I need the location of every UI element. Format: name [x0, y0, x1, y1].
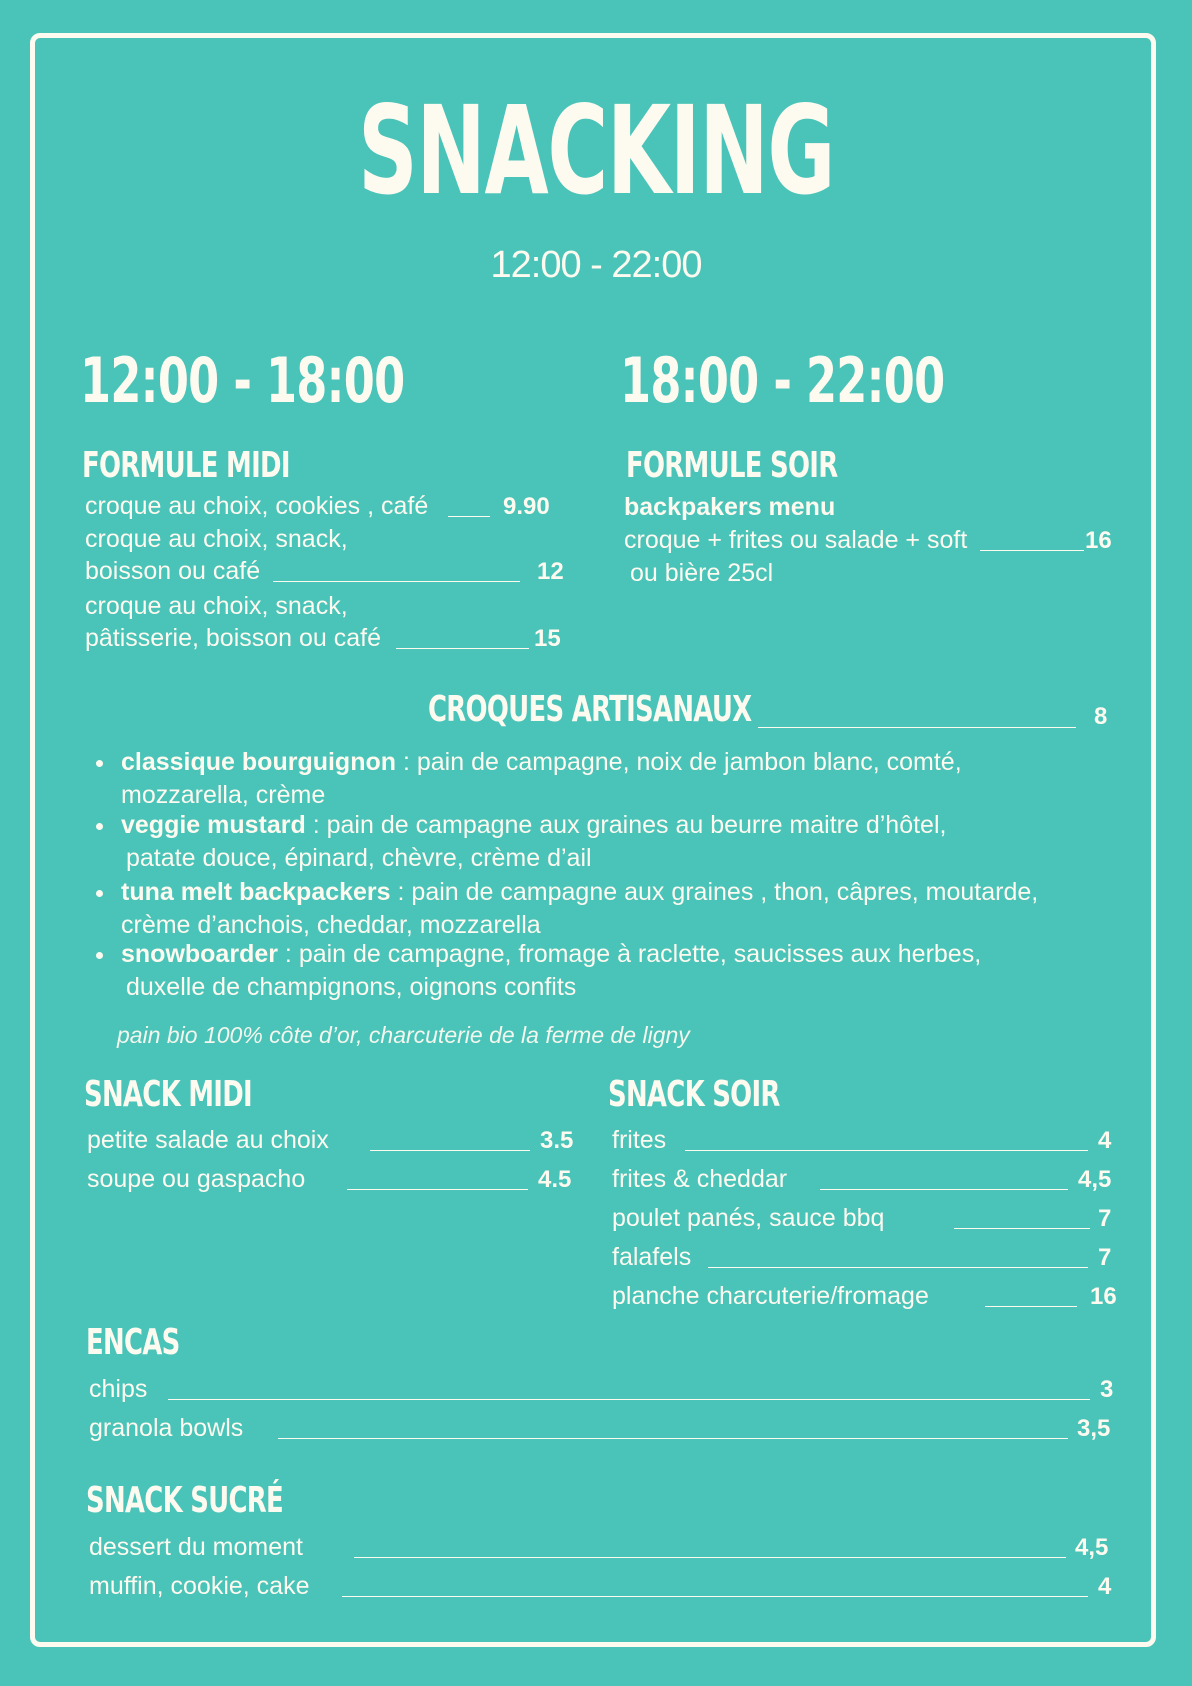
croque-item-desc: : pain de campagne, noix de jambon blanc, comté, [396, 748, 962, 776]
croque-item-3 [121, 880, 1038, 905]
formule-midi-price-1: 9.90 [503, 493, 550, 520]
snack-soir-price-5: 16 [1090, 1283, 1117, 1310]
snack-midi-price-1: 3.5 [540, 1127, 574, 1154]
dotted-leader [685, 1150, 1088, 1151]
croque-item-name: tuna melt backpackers [121, 878, 391, 906]
sucre-item-2: muffin, cookie, cake [89, 1572, 310, 1600]
snack-soir-price-4: 7 [1098, 1244, 1112, 1271]
croque-item-name: snowboarder [121, 940, 278, 968]
dotted-leader [278, 1438, 1068, 1439]
dotted-leader [820, 1189, 1068, 1190]
encas-price-1: 3 [1100, 1376, 1114, 1403]
snack-midi-item-1: petite salade au choix [87, 1126, 329, 1154]
croque-item-4-desc2: duxelle de champignons, oignons confits [126, 973, 577, 1001]
snack-midi-price-2: 4.5 [538, 1166, 572, 1193]
snack-soir-item-4: falafels [612, 1243, 692, 1271]
dotted-leader [370, 1150, 530, 1151]
dotted-leader [758, 727, 1076, 728]
formule-midi-item-2-line1: croque au choix, snack, [85, 525, 348, 553]
croques-price: 8 [1094, 703, 1108, 730]
sucre-item-1: dessert du moment [89, 1533, 303, 1561]
dotted-leader [954, 1228, 1090, 1229]
snack-soir-item-1: frites [612, 1126, 667, 1154]
dotted-leader [347, 1189, 528, 1190]
dotted-leader [396, 648, 529, 649]
bullet [96, 760, 103, 767]
midi-time-heading: 12:00 - 18:00 [80, 344, 405, 417]
croque-item-2 [121, 813, 946, 838]
formule-soir-heading: FORMULE SOIR [626, 445, 838, 486]
formule-midi-item-3-line2: pâtisserie, boisson ou café [85, 624, 382, 652]
croque-item-1 [121, 750, 962, 775]
soir-time-heading: 18:00 - 22:00 [620, 344, 945, 417]
croque-item-1-desc2: mozzarella, crème [121, 781, 326, 809]
snack-soir-item-2: frites & cheddar [612, 1165, 788, 1193]
formule-soir-line2: ou bière 25cl [630, 559, 774, 587]
croque-item-3-desc2: crème d’anchois, cheddar, mozzarella [121, 911, 541, 939]
sourcing-note: pain bio 100% côte d’or, charcuterie de la ferme de ligny [117, 1022, 690, 1048]
dotted-leader [354, 1557, 1066, 1558]
snack-soir-item-5: planche charcuterie/fromage [612, 1282, 929, 1310]
dotted-leader [980, 550, 1084, 551]
bullet [96, 890, 103, 897]
sucre-price-2: 4 [1098, 1573, 1112, 1600]
bullet [96, 823, 103, 830]
snack-soir-heading: SNACK SOIR [608, 1074, 780, 1115]
croque-item-desc: : pain de campagne, fromage à raclette, saucisses aux herbes, [277, 940, 982, 968]
backpackers-menu-name: backpakers menu [624, 493, 836, 521]
snack-soir-price-2: 4,5 [1078, 1166, 1112, 1193]
opening-hours: 12:00 - 22:00 [490, 244, 702, 286]
dotted-leader [342, 1596, 1088, 1597]
dotted-leader [448, 516, 490, 517]
snack-soir-item-3: poulet panés, sauce bbq [612, 1204, 885, 1232]
snack-soir-price-3: 7 [1098, 1205, 1112, 1232]
dotted-leader [168, 1399, 1090, 1400]
croque-item-desc: : pain de campagne aux graines au beurre maitre d’hôtel, [305, 811, 947, 839]
sucre-price-1: 4,5 [1075, 1534, 1109, 1561]
snack-sucre-heading: SNACK SUCRÉ [86, 1480, 284, 1521]
snack-soir-price-1: 4 [1098, 1127, 1112, 1154]
croque-item-name: veggie mustard [121, 811, 306, 839]
menu-title: SNACKING [357, 80, 835, 222]
bullet [96, 952, 103, 959]
formule-midi-price-3: 15 [534, 625, 561, 652]
croque-item-4 [121, 942, 981, 967]
encas-heading: ENCAS [86, 1322, 180, 1363]
snack-midi-item-2: soupe ou gaspacho [87, 1165, 306, 1193]
formule-midi-item-1: croque au choix, cookies , café [85, 492, 429, 520]
formule-soir-line1: croque + frites ou salade + soft [624, 526, 968, 554]
formule-soir-price: 16 [1085, 527, 1112, 554]
dotted-leader [273, 581, 520, 582]
croques-heading: CROQUES ARTISANAUX [428, 689, 752, 730]
encas-price-2: 3,5 [1077, 1415, 1111, 1442]
croque-item-desc: : pain de campagne aux graines , thon, câpres, moutarde, [390, 878, 1039, 906]
croque-item-2-desc2: patate douce, épinard, chèvre, crème d’ail [126, 844, 592, 872]
formule-midi-heading: FORMULE MIDI [82, 445, 290, 486]
formule-midi-item-3-line1: croque au choix, snack, [85, 592, 348, 620]
formule-midi-item-2-line2: boisson ou café [85, 557, 261, 585]
encas-item-1: chips [89, 1375, 148, 1403]
dotted-leader [708, 1267, 1088, 1268]
croque-item-name: classique bourguignon [121, 748, 397, 776]
formule-midi-price-2: 12 [537, 558, 564, 585]
dotted-leader [985, 1306, 1077, 1307]
snack-midi-heading: SNACK MIDI [84, 1074, 252, 1115]
encas-item-2: granola bowls [89, 1414, 244, 1442]
